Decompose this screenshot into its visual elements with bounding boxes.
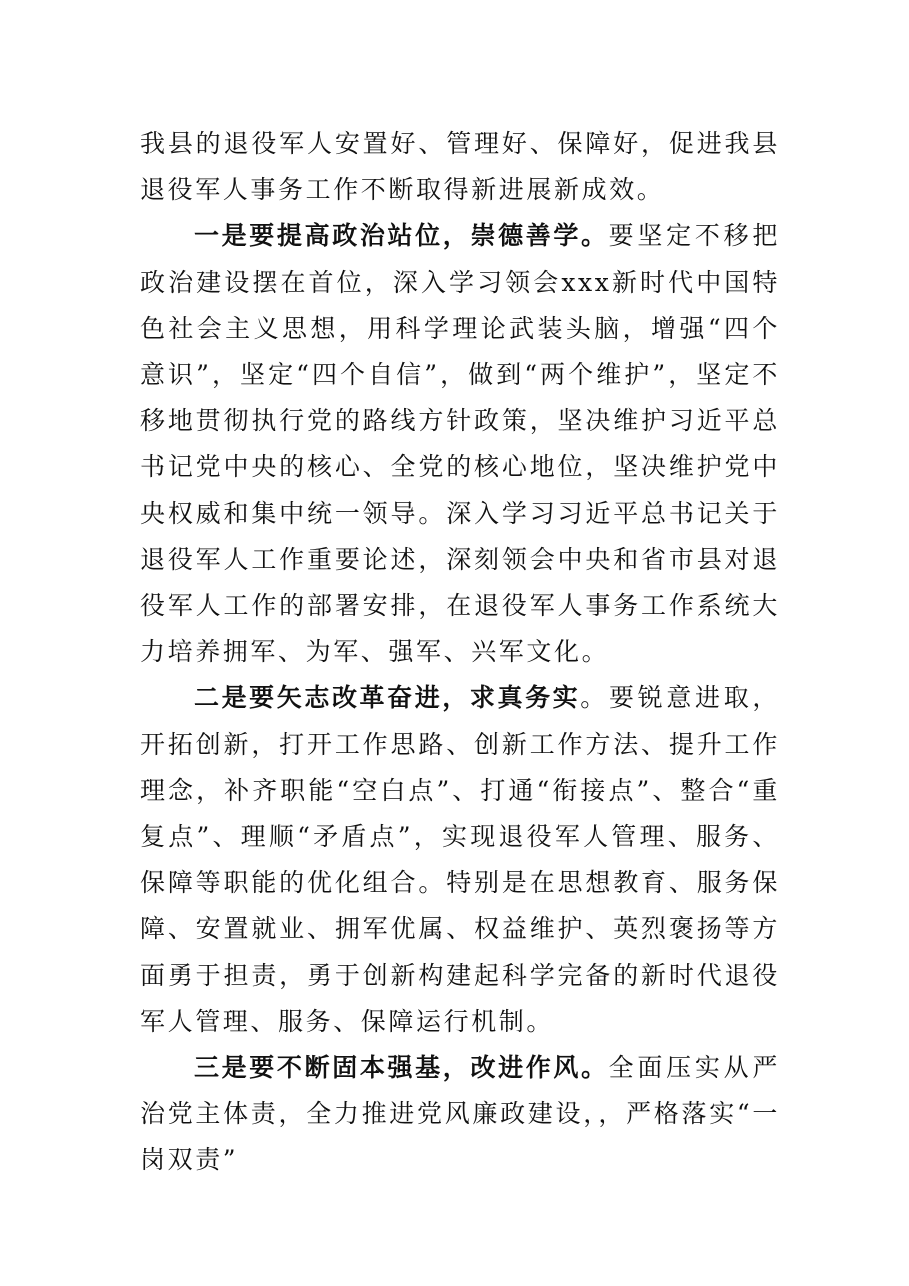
paragraph-lead-heading: 一是要提高政治站位，崇德善学。: [194, 221, 609, 251]
paragraph-text: 我县的退役军人安置好、管理好、保障好，促进我县退役军人事务工作不断取得新进展新成效。: [140, 129, 780, 205]
paragraph-text: 。要锐意进取，开拓创新，打开工作思路、创新工作方法、提升工作理念，补齐职能“空白点”、打通“衔接点”、整合“重复点”、理顺“矛盾点”，实现退役军人管理、服务、保障等职能的优化组合。特别是在思想教育、服务保障、安置就业、拥军优属、权益维护、英烈褒扬等方面勇于担责，勇于创新构建起科学完备的新时代退役军人管理、服务、保障运行机制。: [140, 683, 780, 1036]
paragraph-point-two: [140, 675, 780, 1045]
paragraph-point-one: [140, 213, 780, 675]
paragraph-continuation: [140, 121, 780, 213]
paragraph-text: 全面压实从严治党主体责，全力推进党风廉政建设，，严格落实“一岗双责”: [140, 1053, 780, 1175]
document-body: [140, 121, 780, 1184]
paragraph-text: 要坚定不移把政治建设摆在首位，深入学习领会xxx新时代中国特色社会主义思想，用科学理论武装头脑，增强“四个意识”，坚定“四个自信”，做到“两个维护”，坚定不移地贯彻执行党的路线方针政策，坚决维护习近平总书记党中央的核心、全党的核心地位，坚决维护党中央权威和集中统一领导。深入学习习近平总书记关于退役军人工作重要论述，深刻领会中央和省市县对退役军人工作的部署安排，在退役军人事务工作系统大力培养拥军、为军、强军、兴军文化。: [140, 221, 780, 667]
paragraph-lead-heading: 三是要不断固本强基，改进作风。: [194, 1053, 609, 1083]
paragraph-point-three: [140, 1045, 780, 1184]
paragraph-lead-heading: 二是要矢志改革奋进，求真务实: [194, 683, 581, 713]
